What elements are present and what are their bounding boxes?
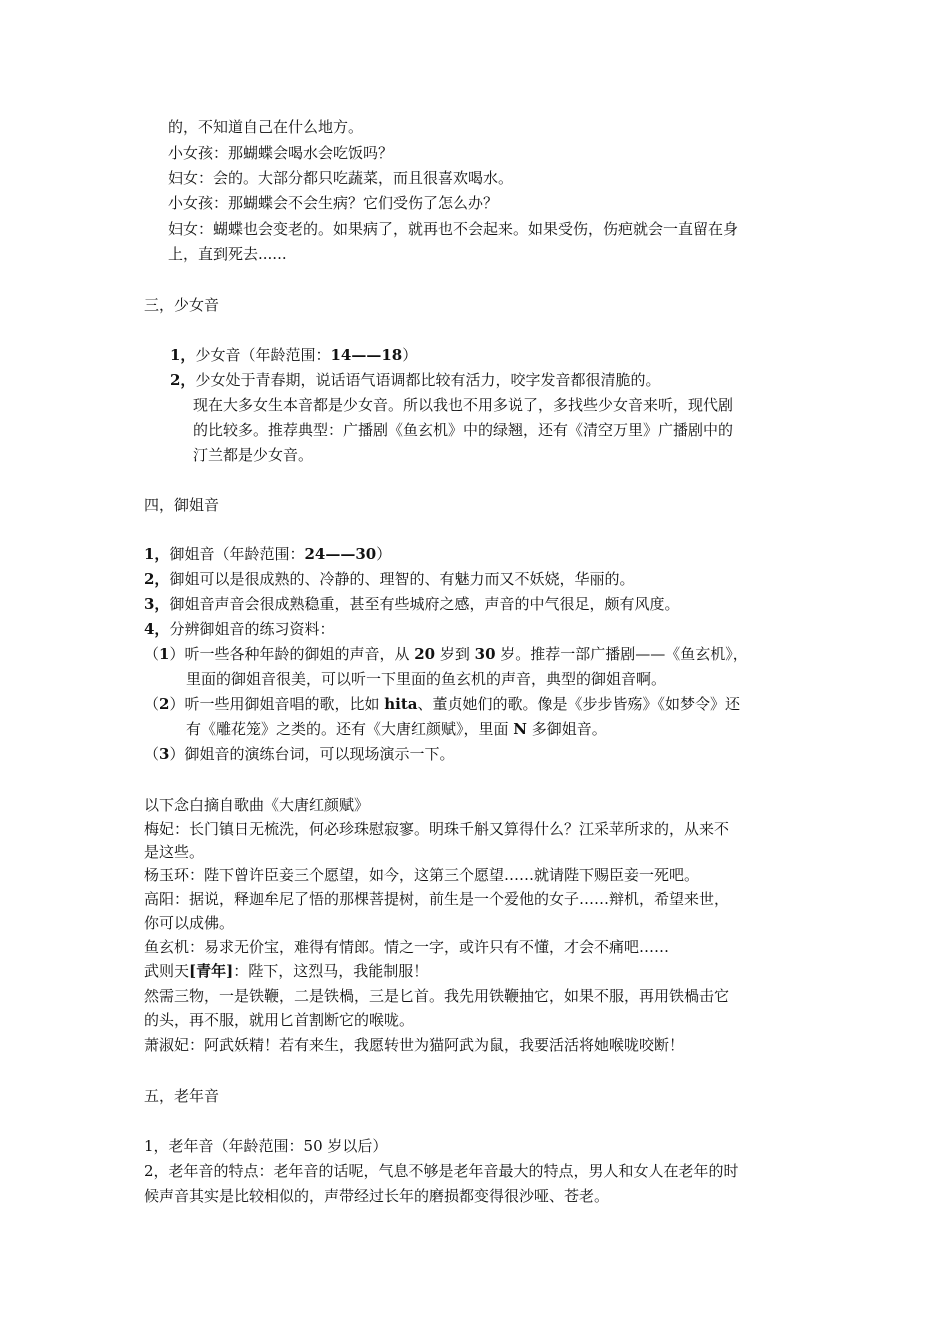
dialogue-line: 妇女：蝴蝶也会变老的。如果病了，就再也不会起来。如果受伤，伤疤就会一直留在身	[168, 220, 739, 238]
item-text: ）	[376, 545, 392, 563]
list-item	[170, 344, 417, 366]
list-item: 1，老年音（年龄范围：50 岁以后）	[144, 1137, 388, 1155]
monologue-line: 是这些。	[144, 843, 205, 861]
age-number: 20	[414, 645, 436, 663]
sub-item-continuation	[186, 718, 607, 740]
item-text: ）	[402, 346, 418, 364]
sub-item-text: ）御姐音的演练台词，可以现场演示一下。	[169, 745, 455, 763]
list-item	[144, 568, 634, 590]
sub-item-text: 岁到	[435, 645, 475, 663]
sub-item-text: ）听一些用御姐音唱的歌，比如	[169, 695, 385, 713]
item-text: 御姐音声音会很成熟稳重，甚至有些城府之感，声音的中气很足，颇有风度。	[169, 595, 680, 613]
list-item	[170, 369, 660, 391]
age-range: 24——30	[304, 545, 377, 563]
sub-item-text: 多御姐音。	[527, 720, 607, 738]
item-number: 1，	[144, 545, 170, 563]
artist-name: hita	[384, 695, 418, 713]
lyrics-intro: 以下念白摘自歌曲《大唐红颜赋》	[144, 796, 370, 814]
monologue-line: 梅妃：长门镇日无梳洗，何必珍珠慰寂寥。明珠千斛又算得什么？江采苹所求的，从来不	[144, 820, 730, 838]
item-text: 御姐可以是很成熟的、冷静的、理智的、有魅力而又不妖娆，华丽的。	[169, 570, 635, 588]
speaker-name: 武则天	[144, 962, 190, 980]
list-item	[144, 593, 679, 615]
sub-item-text: 岁。推荐一部广播剧——《鱼玄机》，	[495, 645, 748, 663]
item-number: 2，	[170, 371, 196, 389]
sub-item-number: 3	[159, 745, 170, 763]
paren-open: （	[144, 645, 160, 663]
monologue-line	[144, 960, 428, 982]
speaker-tag: [青年]	[189, 962, 234, 980]
sub-item	[144, 643, 748, 665]
monologue-line: 你可以成佛。	[144, 914, 235, 932]
dialogue-line: 小女孩：那蝴蝶会喝水会吃饭吗？	[168, 144, 394, 162]
sub-item-number: 2	[159, 695, 170, 713]
paragraph-line: 的比较多。推荐典型：广播剧《鱼玄机》中的绿翘，还有《清空万里》广播剧中的	[193, 421, 734, 439]
list-item-continuation: 候声音其实是比较相似的，声带经过长年的磨损都变得很沙哑、苍老。	[144, 1187, 610, 1205]
section-heading: 三，少女音	[144, 296, 220, 314]
item-text: 御姐音（年龄范围：	[169, 545, 305, 563]
age-range: 14——18	[330, 346, 403, 364]
item-number: 4，	[144, 620, 170, 638]
list-item	[144, 618, 334, 640]
monologue-line: 然需三物，一是铁鞭，二是铁楇，三是匕首。我先用铁鞭抽它，如果不服，再用铁楇击它	[144, 987, 730, 1005]
sub-item-text: ）听一些各种年龄的御姐的声音，从	[169, 645, 415, 663]
sub-item-text: 、董贞她们的歌。像是《步步皆殇》《如梦令》还	[417, 695, 741, 713]
item-text: 分辨御姐音的练习资料：	[169, 620, 335, 638]
item-number: 3，	[144, 595, 170, 613]
list-item: 2，老年音的特点：老年音的话呢，气息不够是老年音最大的特点，男人和女人在老年的时	[144, 1162, 739, 1180]
section-heading: 五，老年音	[144, 1087, 220, 1105]
item-number: 2，	[144, 570, 170, 588]
paragraph-line: 现在大多女生本音都是少女音。所以我也不用多说了，多找些少女音来听，现代剧	[193, 396, 734, 414]
dialogue-line: 妇女：会的。大部分都只吃蔬菜，而且很喜欢喝水。	[168, 169, 514, 187]
item-text: 少女处于青春期，说话语气语调都比较有活力，咬字发音都很清脆的。	[195, 371, 661, 389]
sub-item-continuation: 里面的御姐音很美，可以听一下里面的鱼玄机的声音，典型的御姐音啊。	[186, 670, 667, 688]
dialogue-line: 的，不知道自己在什么地方。	[168, 118, 364, 136]
paren-open: （	[144, 695, 160, 713]
paren-open: （	[144, 745, 160, 763]
dialogue-line: 小女孩：那蝴蝶会不会生病？它们受伤了怎么办？	[168, 194, 499, 212]
item-number: 1，	[170, 346, 196, 364]
item-text: 少女音（年龄范围：	[195, 346, 331, 364]
list-item	[144, 543, 391, 565]
sub-item	[144, 693, 740, 715]
monologue-line: 的头，再不服，就用匕首割断它的喉咙。	[144, 1011, 415, 1029]
monologue-line: 杨玉环：陛下曾许臣妾三个愿望，如今，这第三个愿望……就请陛下赐臣妾一死吧。	[144, 866, 700, 884]
sub-item-text: 有《雕花笼》之类的。还有《大唐红颜赋》，里面	[186, 720, 514, 738]
section-heading: 四，御姐音	[144, 496, 220, 514]
monologue-line: 高阳：据说，释迦牟尼了悟的那棵菩提树，前生是一个爱他的女子……辩机，希望来世，	[144, 890, 730, 908]
bold-letter: N	[513, 720, 527, 738]
paragraph-line: 汀兰都是少女音。	[193, 446, 314, 464]
dialogue-line: 上，直到死去......	[168, 245, 287, 263]
age-number: 30	[474, 645, 496, 663]
monologue-line: 鱼玄机：易求无价宝，难得有情郎。情之一字，或许只有不懂，才会不痛吧……	[144, 938, 670, 956]
sub-item-number: 1	[159, 645, 170, 663]
monologue-line: 萧淑妃：阿武妖精！若有来生，我愿转世为猫阿武为鼠，我要活活将她喉咙咬断！	[144, 1036, 685, 1054]
sub-item	[144, 743, 454, 765]
monologue-text: ：陛下，这烈马，我能制服！	[233, 962, 429, 980]
